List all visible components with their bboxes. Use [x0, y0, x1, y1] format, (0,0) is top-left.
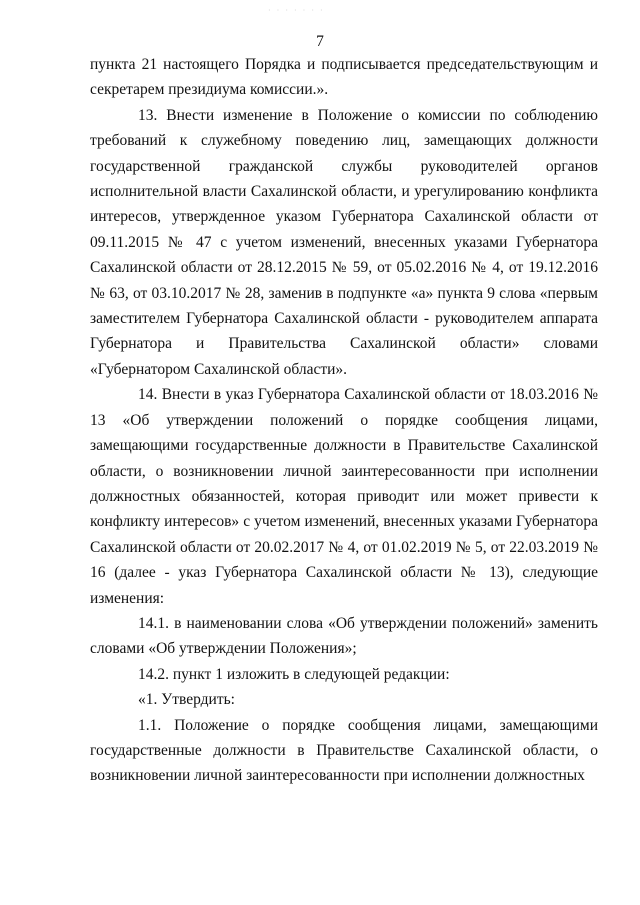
- paragraph-item-14-1: 14.1. в наименовании слова «Об утверждении положений» заменить словами «Об утверждении Положения»;: [90, 614, 598, 658]
- paragraph-item-14-2: 14.2. пункт 1 изложить в следующей редакции:: [138, 665, 450, 683]
- scan-noise: · · · · · · ·: [268, 6, 325, 15]
- paragraph-item-1: «1. Утвердить:: [138, 691, 235, 709]
- page-number: 7: [316, 33, 324, 50]
- paragraph-item-1-1: 1.1. Положение о порядке сообщения лицами, замещающими государственные должности в Правительстве Сахалинской области, о возникновении личной заинтересованности при исполнении должностных: [90, 716, 598, 785]
- paragraph-1: пункта 21 настоящего Порядка и подписывается председательствующим и секретарем президиума комиссии.».: [90, 56, 598, 99]
- paragraph-item-13: 13. Внести изменение в Положение о комиссии по соблюдению требований к служебному поведению лиц, замещающих должности государственной гражданской службы руководителей органов исполнительной власти Сахалинской области, и урегулированию конфликта интересов, утвержденное указом Губернатора Сахалинской области от 09.11.2015 № 47 с учетом изменений, внесенных указами Губернатора Сахалинской области от 28.12.2015 № 59, от 05.02.2016 № 4, от 19.12.2016 № 63, от 03.10.2017 № 28, заменив в подпункте «а» пункта 9 слова «первым заместителем Губернатора Сахалинской области - руководителем аппарата Губернатора и Правительства Сахалинской области» словами «Губернатором Сахалинской области».: [90, 106, 598, 378]
- document-body: [90, 52, 598, 789]
- paragraph-item-14: 14. Внести в указ Губернатора Сахалинской области от 18.03.2016 № 13 «Об утверждении положений о порядке сообщения лицами, замещающими государственные должности в Правительстве Сахалинской области, о возникновении личной заинтересованности при исполнении должностных обязанностей, которая приводит или может привести к конфликту интересов» с учетом изменений, внесенных указами Губернатора Сахалинской области от 20.02.2017 № 4, от 01.02.2019 № 5, от 22.03.2019 № 16 (далее - указ Губернатора Сахалинской области № 13), следующие изменения:: [90, 386, 598, 607]
